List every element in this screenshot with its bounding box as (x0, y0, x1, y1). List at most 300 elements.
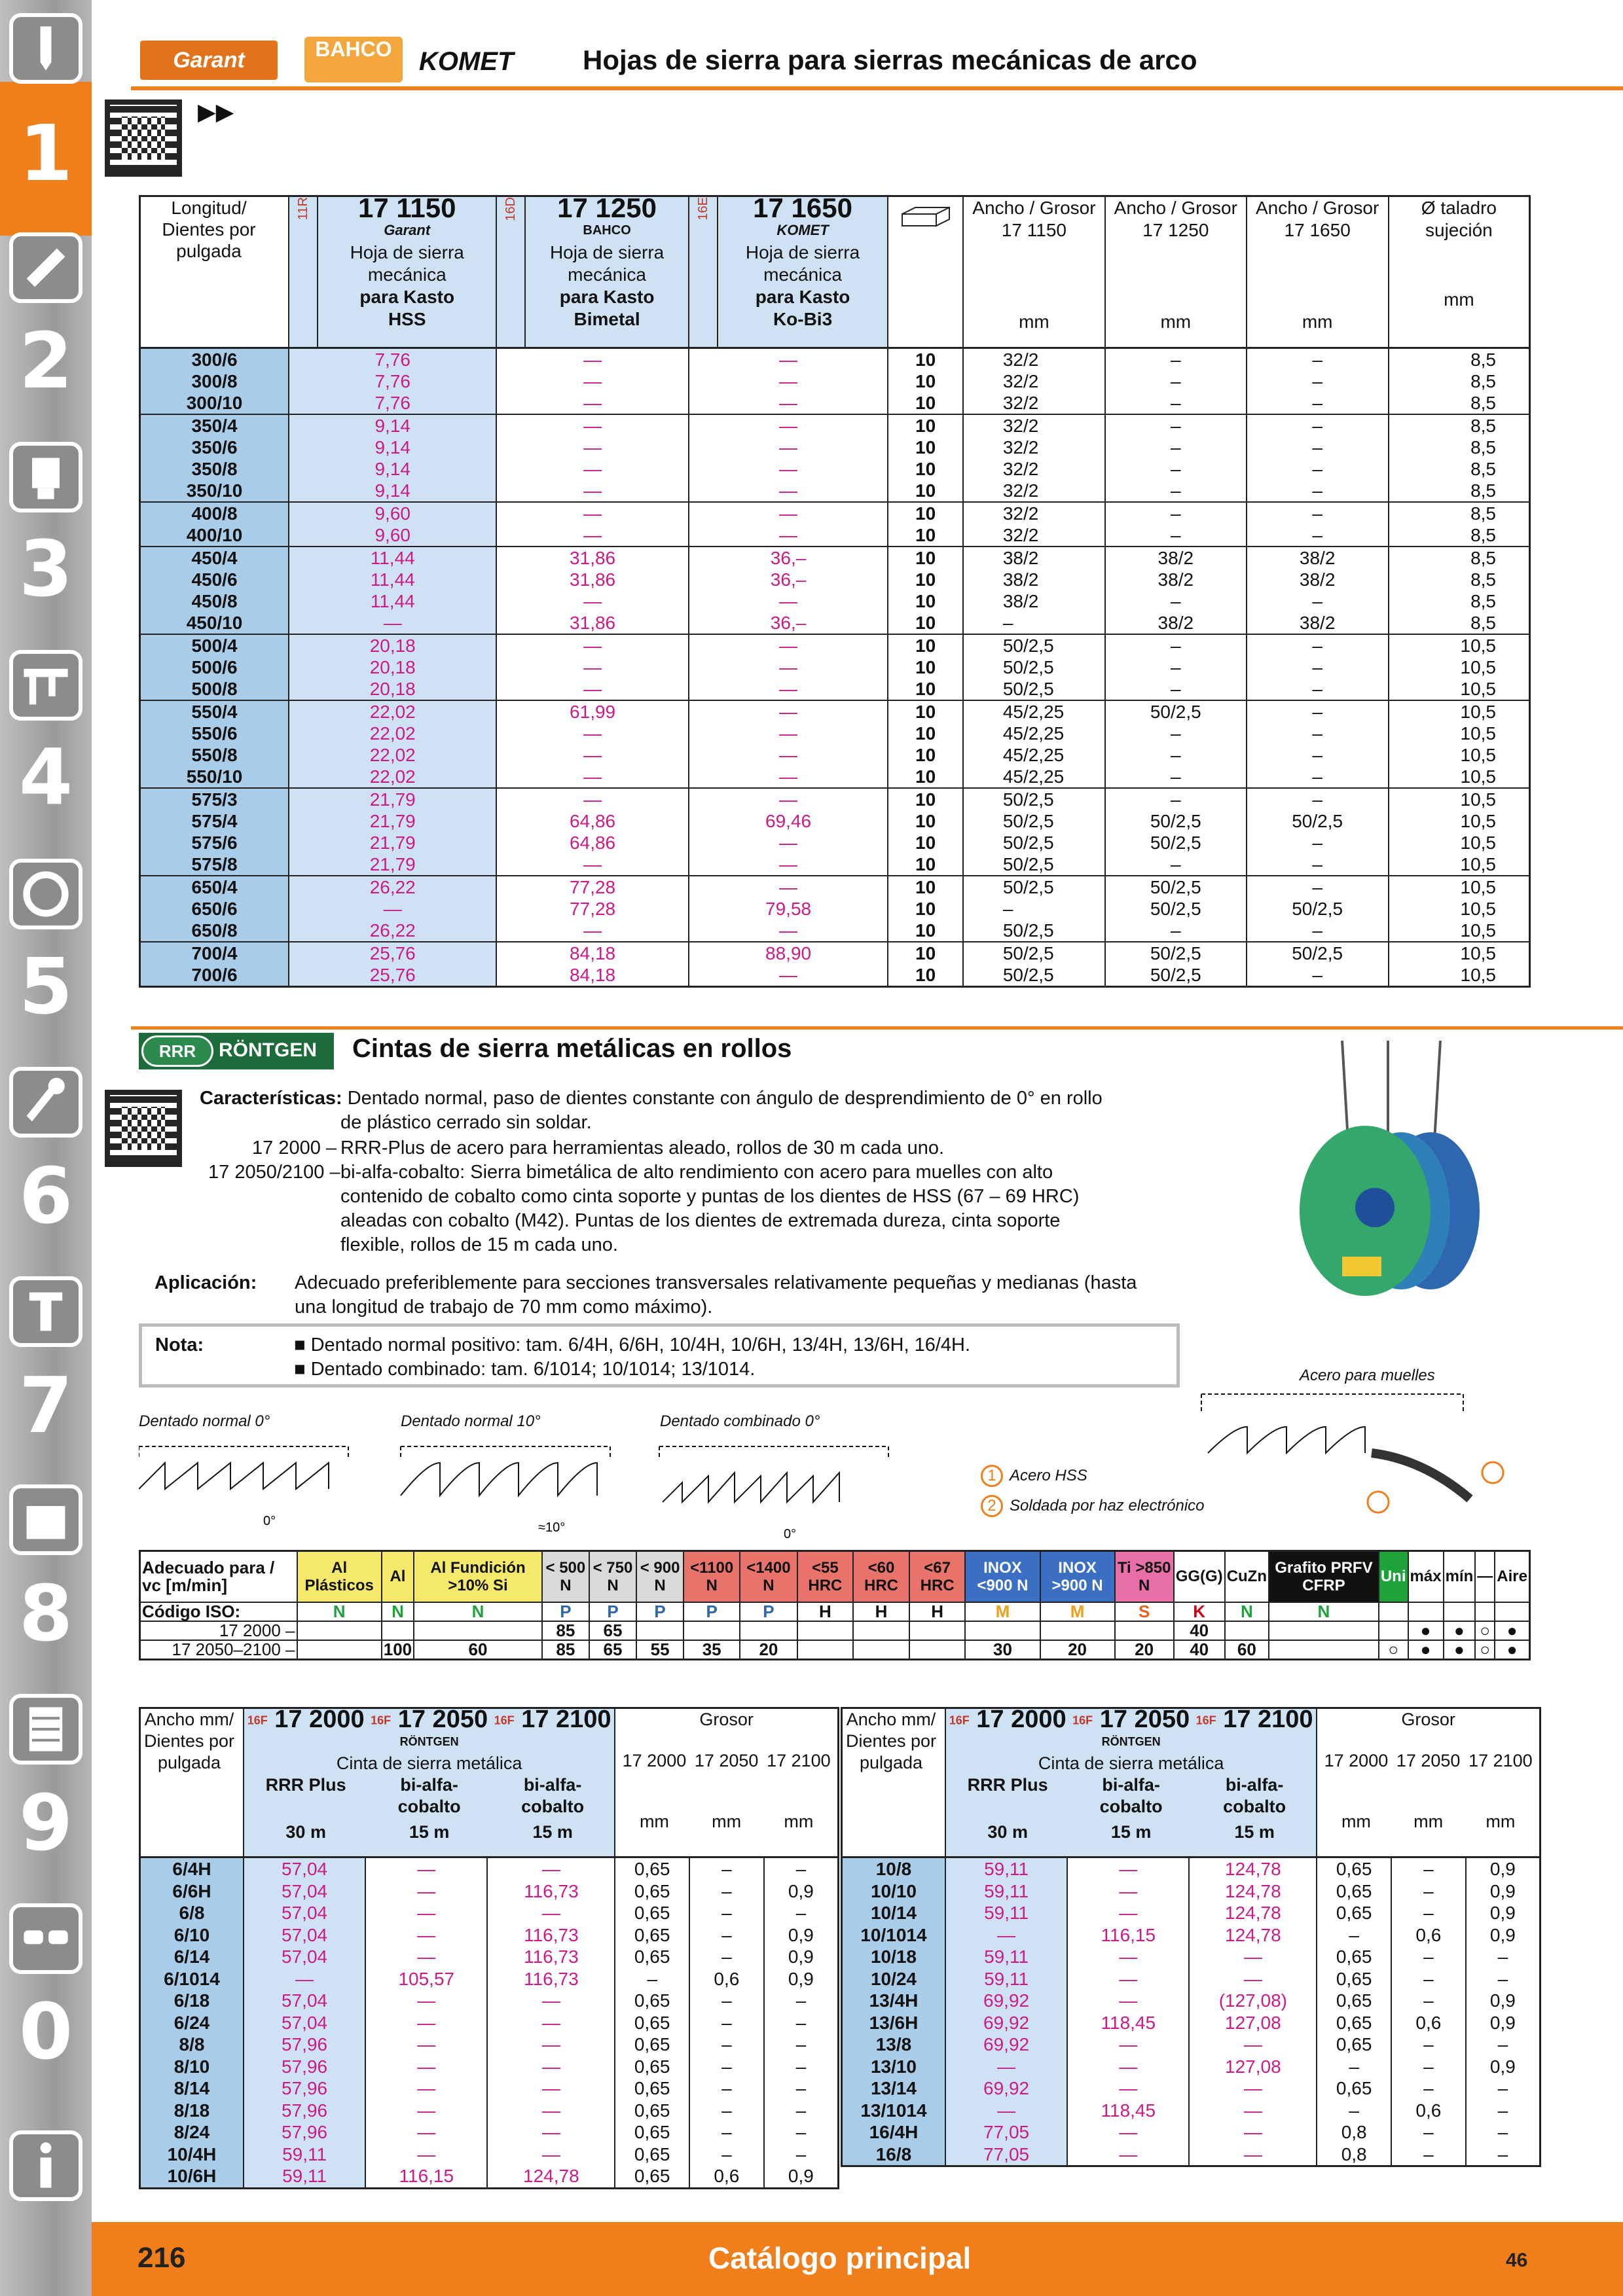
saw-blade-icon[interactable] (9, 859, 82, 929)
material-header: GG(G) (1174, 1551, 1225, 1602)
cell: 0,65 (615, 2056, 689, 2078)
cell: — (1067, 1946, 1189, 1968)
page-number: 216 (137, 2242, 186, 2274)
cell: 9,14 (289, 414, 496, 437)
cell: – (764, 2121, 839, 2144)
table-row (140, 2056, 839, 2078)
cell: 50/2,5 (963, 942, 1105, 964)
dims-header-4: Ø taladro sujeción mm (1389, 196, 1530, 348)
cell: 0,8 (1317, 2121, 1391, 2144)
cell: – (1247, 788, 1389, 810)
material-header: <67 HRC (909, 1551, 966, 1602)
cell: — (365, 2034, 487, 2056)
speed-value: 85 (542, 1640, 589, 1660)
speed-value (1269, 1640, 1379, 1660)
cell: — (689, 723, 888, 744)
cell: 45/2,25 (963, 723, 1105, 744)
cell: – (1391, 1946, 1466, 1968)
cell: 8/18 (140, 2100, 244, 2122)
cabinet-icon[interactable] (9, 1694, 82, 1765)
cell: 22,02 (289, 744, 496, 766)
cell: 16/8 (842, 2144, 945, 2166)
cell: 0,65 (615, 1924, 689, 1946)
angle-label-3: 0° (784, 1527, 797, 1541)
cell: 50/2,5 (1105, 810, 1247, 832)
cell: 10/10 (842, 1880, 945, 1903)
cell: 77,28 (496, 876, 688, 898)
cell: — (496, 370, 688, 392)
cell: – (1391, 1880, 1466, 1903)
product-header-171150: 17 1150 Garant Hoja de sierra mecánica para Kasto HSS (318, 196, 496, 348)
cell: 0,9 (764, 1946, 839, 1968)
sidebar-number-8[interactable]: 8 (18, 1568, 73, 1659)
table-row (140, 437, 1530, 458)
cell: 69,92 (945, 2034, 1067, 2056)
cell: – (764, 2100, 839, 2122)
cell: 124,78 (1189, 1857, 1317, 1880)
cell: — (365, 2056, 487, 2078)
table-row (140, 920, 1530, 942)
table-row (842, 1990, 1541, 2012)
material-header: <1100 N (684, 1551, 740, 1602)
cell: — (487, 1990, 615, 2012)
cell: — (487, 2012, 615, 2034)
table-row (842, 1924, 1541, 1946)
iso-code: P (740, 1602, 797, 1621)
table-row (842, 2144, 1541, 2166)
cell: — (496, 766, 688, 788)
cell: 550/8 (140, 744, 289, 766)
cell: 10/24 (842, 1968, 945, 1990)
speed-value: 20 (1115, 1640, 1174, 1660)
cell: – (1391, 1902, 1466, 1924)
cell: 8,5 (1389, 392, 1530, 414)
cell: 8,5 (1389, 547, 1530, 569)
cell: 13/14 (842, 2077, 945, 2100)
cell: 0,9 (1466, 1924, 1541, 1946)
cell: – (1105, 766, 1247, 788)
cell: — (1067, 2056, 1189, 2078)
cell: 32/2 (963, 480, 1105, 502)
cell: 59,11 (244, 2144, 365, 2166)
cell: — (365, 2100, 487, 2122)
cell: — (487, 2100, 615, 2122)
iso-code: H (797, 1602, 854, 1621)
cell: — (689, 590, 888, 612)
angle-label-2: ≈10° (538, 1520, 566, 1535)
sidebar-number-4[interactable]: 4 (18, 732, 73, 822)
cell: 116,15 (365, 2165, 487, 2188)
forward-arrow-icon[interactable]: ▶▶ (198, 98, 234, 125)
cell: 79,58 (689, 898, 888, 920)
cell: – (1105, 678, 1247, 700)
cell: 10,5 (1389, 942, 1530, 964)
cell: – (1105, 370, 1247, 392)
cell: 0,9 (1466, 1857, 1541, 1880)
cell: — (487, 1857, 615, 1880)
speed-value: ● (1495, 1621, 1529, 1640)
cell: 50/2,5 (1105, 942, 1247, 964)
cell: 6/1014 (140, 1968, 244, 1990)
saw-band-table-right (841, 1707, 1541, 2167)
cell: 38/2 (1247, 612, 1389, 634)
cell: 575/3 (140, 788, 289, 810)
cell: 69,92 (945, 2012, 1067, 2034)
cell: 500/4 (140, 634, 289, 656)
cell: 59,11 (945, 1880, 1067, 1903)
table-row (842, 2121, 1541, 2144)
cell: — (1189, 2121, 1317, 2144)
cell: 450/8 (140, 590, 289, 612)
info-icon[interactable] (9, 2130, 82, 2201)
cell: – (1105, 348, 1247, 371)
material-header: CuZn (1225, 1551, 1269, 1602)
table-row (842, 1902, 1541, 1924)
cell: 32/2 (963, 414, 1105, 437)
row-label: 17 2000 – (140, 1621, 297, 1640)
speed-value (684, 1621, 740, 1640)
cell: 10,5 (1389, 876, 1530, 898)
cell: – (1466, 1946, 1541, 1968)
cell: – (764, 1990, 839, 2012)
qr-code-icon[interactable] (105, 99, 182, 177)
cell: — (1067, 2121, 1189, 2144)
cell: 38/2 (963, 590, 1105, 612)
cell: – (1247, 876, 1389, 898)
cell: 69,46 (689, 810, 888, 832)
cell: 50/2,5 (963, 832, 1105, 853)
table-row (140, 2144, 839, 2166)
cell: 6/10 (140, 1924, 244, 1946)
cell: – (764, 2144, 839, 2166)
cell: — (1189, 2144, 1317, 2166)
suitable-label: Adecuado para / vc [m/min] (140, 1551, 297, 1602)
qr-code-icon-2[interactable] (105, 1090, 182, 1167)
cell: — (496, 634, 688, 656)
drill-icon[interactable] (9, 13, 82, 84)
cell: 21,79 (289, 853, 496, 876)
cell: 88,90 (689, 942, 888, 964)
table-row (140, 832, 1530, 853)
cell: – (689, 2034, 764, 2056)
cell: – (1105, 480, 1247, 502)
cell: – (689, 2100, 764, 2122)
table-row (842, 2056, 1541, 2078)
table-row (140, 810, 1530, 832)
cell: 118,45 (1067, 2100, 1189, 2122)
cell: 25,76 (289, 942, 496, 964)
cell: — (689, 700, 888, 723)
cell: 10 (888, 920, 962, 942)
cell: – (1247, 832, 1389, 853)
table-row (140, 392, 1530, 414)
cell: 10,5 (1389, 964, 1530, 987)
cell: 0,6 (1391, 2012, 1466, 2034)
cell: 124,78 (1189, 1902, 1317, 1924)
cell: 10/6H (140, 2165, 244, 2188)
table-row (842, 2012, 1541, 2034)
cell: — (689, 348, 888, 371)
cell: 0,65 (615, 1902, 689, 1924)
cell: — (496, 678, 688, 700)
cell: 21,79 (289, 788, 496, 810)
cell: 0,65 (1317, 1968, 1391, 1990)
features-text: Características: Dentado normal, paso de dientes constante con ángulo de desprendimiento de 0° en rollo de plástico cerrado sin soldar. (200, 1088, 1103, 1133)
cell: 650/4 (140, 876, 289, 898)
cell: 0,9 (1466, 1990, 1541, 2012)
iso-code: N (414, 1602, 542, 1621)
caption-tooth-3: Dentado combinado 0° (660, 1412, 820, 1430)
cell: 50/2,5 (1105, 832, 1247, 853)
cell: 45/2,25 (963, 700, 1105, 723)
cell: 25,76 (289, 964, 496, 987)
cell: 0,6 (689, 2165, 764, 2188)
tooth-profiles-diagram (139, 1437, 892, 1548)
cell: 84,18 (496, 964, 688, 987)
toolbox-icon[interactable] (9, 1484, 82, 1555)
cell: – (689, 2056, 764, 2078)
cell: 13/4H (842, 1990, 945, 2012)
cell: – (1105, 524, 1247, 547)
cell: 10 (888, 876, 962, 898)
cell: — (496, 414, 688, 437)
table-row (140, 2165, 839, 2188)
table-row (140, 2100, 839, 2122)
speed-value: 100 (382, 1640, 414, 1660)
table-row (842, 2077, 1541, 2100)
table-row (140, 2012, 839, 2034)
caliper-icon[interactable] (9, 650, 82, 721)
cell: 50/2,5 (963, 876, 1105, 898)
cell: 0,65 (1317, 1946, 1391, 1968)
cell: – (689, 1924, 764, 1946)
cell: 11,44 (289, 569, 496, 590)
cell: — (689, 458, 888, 480)
cell: – (1391, 2077, 1466, 2100)
cell: – (689, 1946, 764, 1968)
table-row (140, 590, 1530, 612)
cell: 10 (888, 370, 962, 392)
material-header: Al (382, 1551, 414, 1602)
legend-weld: 2 Soldada por haz electrónico (981, 1495, 1205, 1517)
cell: – (1466, 2100, 1541, 2122)
note-box: Nota: ■ Dentado normal positivo: tam. 6/4H, 6/6H, 10/4H, 10/6H, 13/4H, 13/6H, 16/4H. ■ Dentado combinado: tam. 6/1014; 10/1014; 13/1014. (139, 1323, 1180, 1388)
cell: 0,65 (615, 2121, 689, 2144)
package-icon (888, 196, 962, 348)
table-row (140, 348, 1530, 371)
cell: 6/18 (140, 1990, 244, 2012)
safety-glasses-icon[interactable] (9, 1903, 82, 1974)
cell: – (1466, 2144, 1541, 2166)
cell: 10,5 (1389, 744, 1530, 766)
table-row (842, 1880, 1541, 1903)
caption-tooth-2: Dentado normal 10° (401, 1412, 541, 1430)
sidebar-number-2[interactable]: 2 (18, 315, 73, 406)
cell: — (496, 437, 688, 458)
iso-code: P (542, 1602, 589, 1621)
cell: – (963, 898, 1105, 920)
cell: – (1466, 1968, 1541, 1990)
cell: 0,65 (615, 2077, 689, 2100)
sidebar-number-6[interactable]: 6 (18, 1151, 73, 1241)
cell: – (1105, 744, 1247, 766)
sidebar-number-1[interactable]: 1 (18, 108, 73, 198)
cell: – (1317, 2056, 1391, 2078)
speed-value: ● (1444, 1640, 1476, 1660)
cell: — (689, 678, 888, 700)
cell: 700/6 (140, 964, 289, 987)
table-row (140, 524, 1530, 547)
cell: 300/6 (140, 348, 289, 371)
cell: — (365, 1946, 487, 1968)
cell: – (1247, 723, 1389, 744)
sidebar-number-0[interactable]: 0 (18, 1986, 73, 2077)
cell: 38/2 (1105, 547, 1247, 569)
cell: – (1105, 920, 1247, 942)
pliers-icon[interactable] (9, 1276, 82, 1347)
cell: – (764, 2012, 839, 2034)
cell: — (689, 656, 888, 678)
sidebar-number-7[interactable]: 7 (18, 1360, 73, 1450)
cell: 0,65 (615, 2034, 689, 2056)
speed-value (382, 1621, 414, 1640)
cell: 9,60 (289, 502, 496, 524)
cell: 8,5 (1389, 370, 1530, 392)
cell: 50/2,5 (1247, 898, 1389, 920)
cell: 36,– (689, 569, 888, 590)
cell: — (365, 1902, 487, 1924)
cell: 69,92 (945, 1990, 1067, 2012)
iso-code: P (636, 1602, 684, 1621)
table-row (140, 547, 1530, 569)
iso-code: N (1269, 1602, 1379, 1621)
cell: 50/2,5 (963, 920, 1105, 942)
cell: – (1391, 1968, 1466, 1990)
insert-icon[interactable] (9, 232, 82, 303)
table-row (140, 656, 1530, 678)
iso-code: H (853, 1602, 909, 1621)
cell: 59,11 (945, 1946, 1067, 1968)
cell: – (689, 1902, 764, 1924)
cell: 77,28 (496, 898, 688, 920)
cell: (127,08) (1189, 1990, 1317, 2012)
cell: 550/6 (140, 723, 289, 744)
p2-text: bi-alfa-cobalto: Sierra bimetálica de alto rendimiento con acero para muelles con alto contenido de cobalto como cinta soporte y puntas de los dientes de HSS (67 – 69 HRC) aleadas con cobalto (M42). Puntas de los dientes de extremada dureza, cinta soporte flexible, rollos de 15 m cada uno. (340, 1162, 1080, 1255)
cell: — (289, 612, 496, 634)
wrench-icon[interactable] (9, 1067, 82, 1138)
page-header (131, 33, 1584, 85)
cell: – (963, 612, 1105, 634)
cell: 22,02 (289, 766, 496, 788)
cell: 10 (888, 788, 962, 810)
cell: 124,78 (1189, 1880, 1317, 1903)
table-row (140, 2034, 839, 2056)
material-header: Aire (1495, 1551, 1529, 1602)
cell: — (1067, 1902, 1189, 1924)
cell: — (689, 414, 888, 437)
product-header-171650: 17 1650 KOMET Hoja de sierra mecánica para Kasto Ko-Bi3 (718, 196, 888, 348)
cell: 0,6 (1391, 2100, 1466, 2122)
speed-value: 60 (414, 1640, 542, 1660)
iso-code: K (1174, 1602, 1225, 1621)
cell: — (1067, 2144, 1189, 2166)
cell: 13/1014 (842, 2100, 945, 2122)
col-length-header: Longitud/ Dientes por pulgada (140, 196, 289, 348)
speed-value: 55 (636, 1640, 684, 1660)
cell: 38/2 (963, 547, 1105, 569)
cell: 10,5 (1389, 853, 1530, 876)
cell: 57,04 (244, 1990, 365, 2012)
sidebar-number-5[interactable]: 5 (18, 941, 73, 1031)
cell: 10 (888, 700, 962, 723)
table-row (140, 1990, 839, 2012)
cell: 0,9 (1466, 1902, 1541, 1924)
cell: 550/10 (140, 766, 289, 788)
cell: 50/2,5 (1105, 876, 1247, 898)
cell: 57,04 (244, 1880, 365, 1903)
row-label: 17 2050–2100 – (140, 1640, 297, 1660)
speed-value (797, 1621, 854, 1640)
speed-value (1040, 1621, 1115, 1640)
material-header: Al Plásticos (297, 1551, 382, 1602)
cell: – (689, 1857, 764, 1880)
cell: 45/2,25 (963, 766, 1105, 788)
komet-logo-small: KOMET (776, 222, 829, 238)
sidebar-number-9[interactable]: 9 (18, 1778, 73, 1868)
bahco-logo: BAHCO (304, 37, 403, 82)
cell: — (496, 348, 688, 371)
cell: 10 (888, 723, 962, 744)
cell: 127,08 (1189, 2056, 1317, 2078)
cell: — (689, 876, 888, 898)
tag-16D: 16D (496, 196, 525, 348)
cell: 50/2,5 (1247, 942, 1389, 964)
cell: 116,73 (487, 1924, 615, 1946)
material-header: <60 HRC (853, 1551, 909, 1602)
cell: 20,18 (289, 678, 496, 700)
speed-value (636, 1621, 684, 1640)
table-row (140, 480, 1530, 502)
cell: 57,96 (244, 2121, 365, 2144)
cell: 13/8 (842, 2034, 945, 2056)
cell: 16/4H (842, 2121, 945, 2144)
saw-band-table-left (139, 1707, 839, 2189)
cell: 0,65 (1317, 1902, 1391, 1924)
cell: 10 (888, 942, 962, 964)
table-row (140, 612, 1530, 634)
table-row (140, 942, 1530, 964)
cell: — (487, 2056, 615, 2078)
tag-16E: 16E (689, 196, 718, 348)
caption-tooth-1: Dentado normal 0° (139, 1412, 270, 1430)
table-row (842, 1857, 1541, 1880)
cell: 10 (888, 547, 962, 569)
cell: – (1105, 590, 1247, 612)
section-title: Cintas de sierra metálicas en rollos (352, 1034, 792, 1063)
cell: 500/6 (140, 656, 289, 678)
sidebar-number-3[interactable]: 3 (18, 524, 73, 614)
cell: 10,5 (1389, 832, 1530, 853)
cell: — (496, 502, 688, 524)
catalog-title: Catálogo principal (708, 2241, 972, 2275)
cell: – (1247, 700, 1389, 723)
cell: 10,5 (1389, 788, 1530, 810)
material-header: máx (1408, 1551, 1444, 1602)
p1-text: RRR-Plus de acero para herramientas aleado, rollos de 30 m cada uno. (340, 1138, 945, 1158)
cell: – (1105, 723, 1247, 744)
cell: 0,65 (615, 1880, 689, 1903)
chuck-icon[interactable] (9, 442, 82, 512)
